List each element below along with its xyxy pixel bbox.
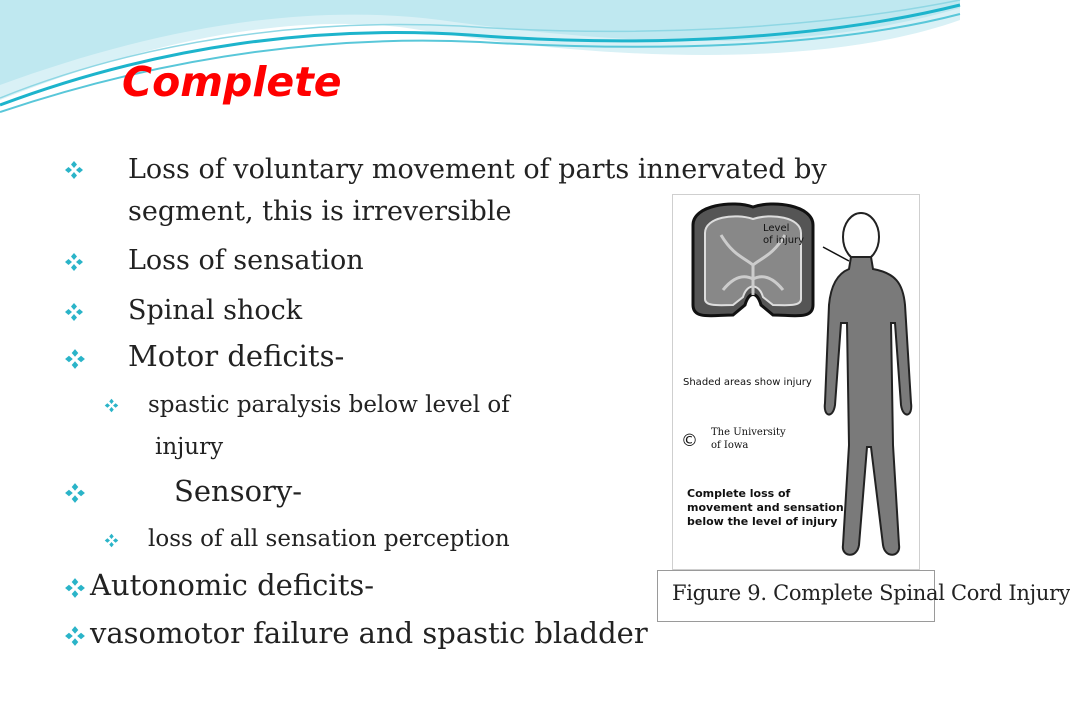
- four-diamond-bullet-icon: [64, 625, 86, 647]
- figure-caption-box: [657, 570, 1070, 622]
- sub-bullet-text: spastic paralysis below level of: [148, 392, 510, 418]
- level-of-injury-label: Level: [763, 223, 790, 234]
- slide-title: Complete: [122, 58, 342, 106]
- shaded-areas-label: Shaded areas show injury: [683, 377, 812, 388]
- level-of-injury-label: of injury: [763, 235, 805, 246]
- four-diamond-bullet-icon: [64, 302, 84, 322]
- four-diamond-bullet-icon: [104, 398, 119, 413]
- four-diamond-bullet-icon: [64, 348, 86, 370]
- bullet-text: Spinal shock: [128, 295, 303, 326]
- bullet-text: segment, this is irreversible: [128, 196, 512, 227]
- four-diamond-bullet-icon: [64, 252, 84, 272]
- spinal-cord-injury-figure: [672, 194, 920, 570]
- bullet-text: Sensory-: [174, 474, 303, 508]
- copyright-icon: ©: [681, 431, 698, 451]
- figure-caption-line: Complete loss of: [687, 487, 791, 500]
- university-logo-text: of Iowa: [711, 440, 749, 451]
- bullet-text: Loss of sensation: [128, 245, 364, 276]
- bullet-text: vasomotor failure and spastic bladder: [90, 616, 648, 650]
- bullet-text: Autonomic deficits-: [90, 568, 375, 602]
- four-diamond-bullet-icon: [64, 577, 86, 599]
- figure-caption-line: movement and sensation: [687, 501, 844, 514]
- four-diamond-bullet-icon: [64, 160, 84, 180]
- bullet-text: Motor deficits-: [128, 339, 345, 373]
- sub-bullet-text: injury: [155, 434, 224, 460]
- figure-caption: Figure 9. Complete Spinal Cord Injury: [672, 581, 1070, 605]
- four-diamond-bullet-icon: [104, 533, 119, 548]
- sub-bullet-text: loss of all sensation perception: [148, 526, 510, 552]
- university-logo-text: The University: [711, 427, 786, 438]
- four-diamond-bullet-icon: [64, 482, 86, 504]
- figure-caption-line: below the level of injury: [687, 515, 838, 528]
- bullet-text: Loss of voluntary movement of parts innervated by: [128, 154, 827, 185]
